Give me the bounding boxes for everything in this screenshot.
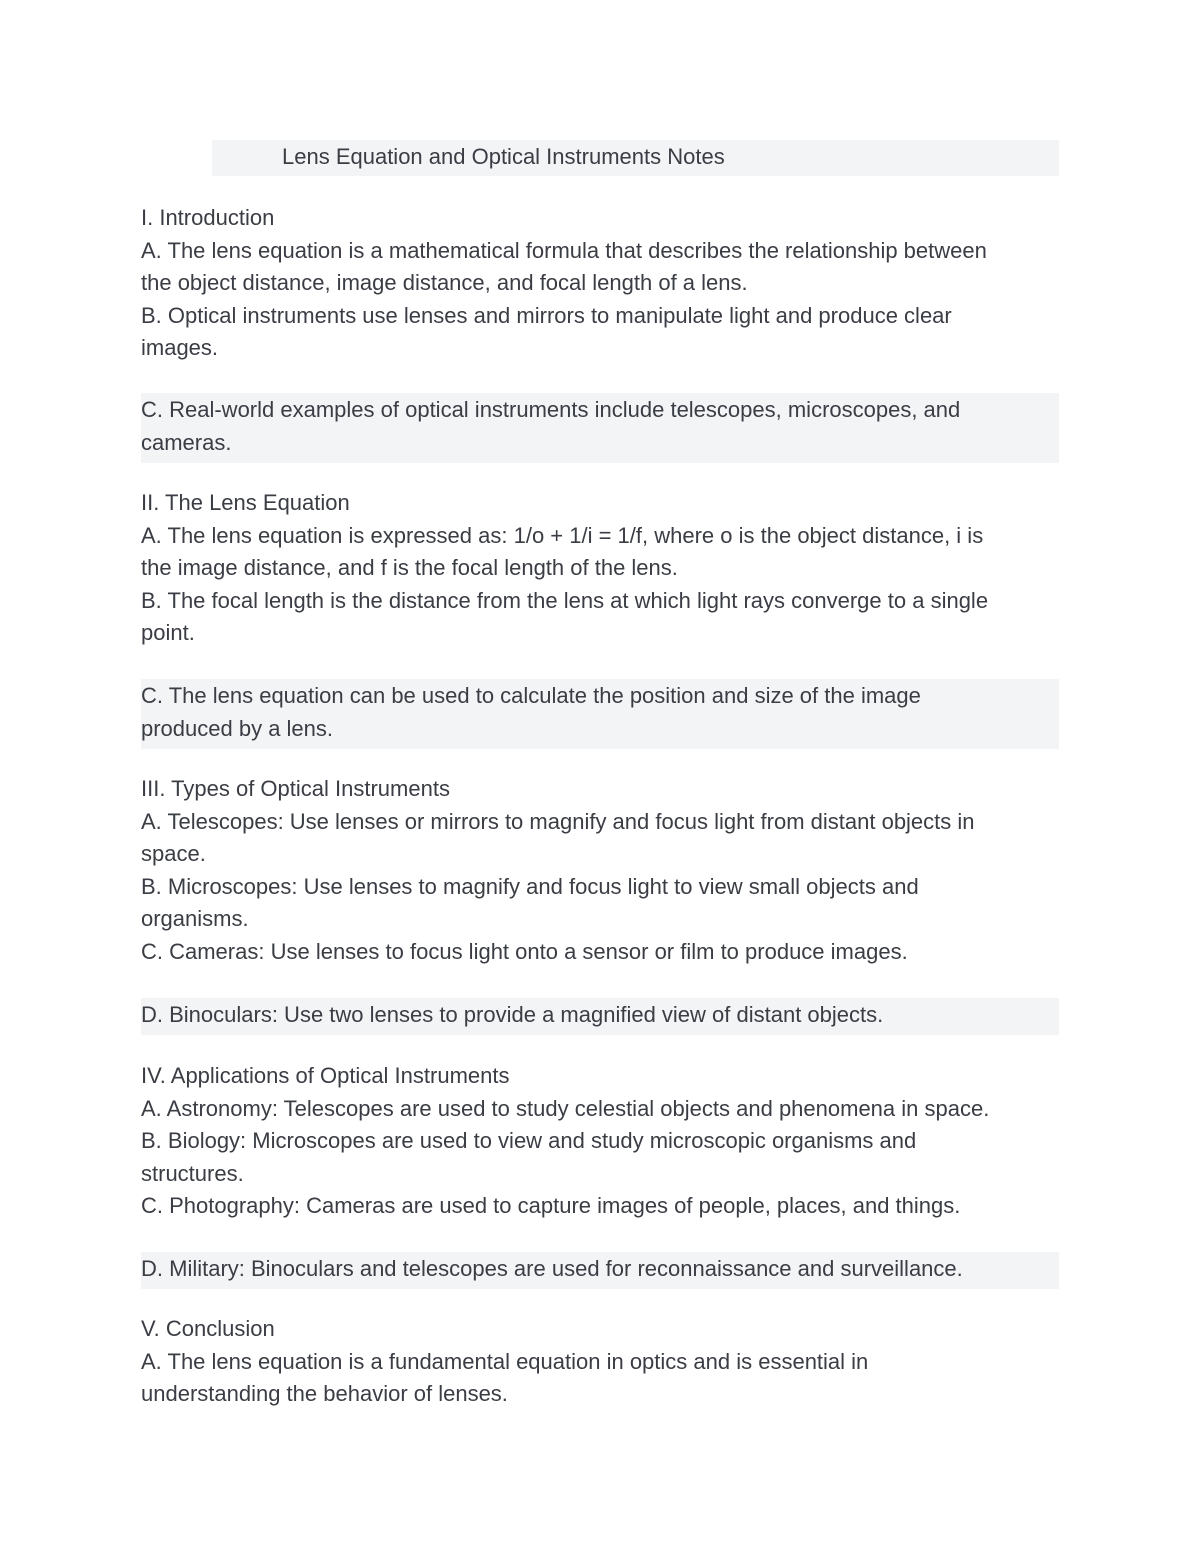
text-line: C. Real-world examples of optical instruments include telescopes, microscopes, and [141, 397, 961, 422]
text-line: the image distance, and f is the focal length of the lens. [141, 555, 678, 580]
section-heading: I. Introduction [141, 205, 275, 230]
text-line: B. Biology: Microscopes are used to view and study microscopic organisms and [141, 1128, 917, 1153]
section-conclusion [141, 1313, 1059, 1411]
text-line: A. The lens equation is a mathematical formula that describes the relationship between [141, 237, 987, 263]
text-line: structures. [141, 1160, 244, 1186]
text-line: organisms. [141, 906, 249, 931]
text-line: cameras. [141, 429, 232, 455]
document-title: Lens Equation and Optical Instruments Notes [282, 144, 725, 169]
highlighted-paragraph [141, 998, 1059, 1035]
text-line: space. [141, 841, 206, 866]
highlighted-paragraph [141, 393, 1059, 463]
text-line: produced by a lens. [141, 715, 334, 741]
text-line: A. The lens equation is a fundamental equation in optics and is essential in [141, 1348, 869, 1374]
section-lens-equation [141, 487, 1059, 650]
text-line: B. The focal length is the distance from the lens at which light rays converge to a single [141, 587, 989, 613]
section-applications [141, 1060, 1059, 1223]
text-line: D. Binoculars: Use two lenses to provide a magnified view of distant objects. [141, 1002, 884, 1027]
section-heading: II. The Lens Equation [141, 490, 350, 515]
text-line: A. Telescopes: Use lenses or mirrors to magnify and focus light from distant objects in [141, 808, 975, 834]
text-line: A. Astronomy: Telescopes are used to study celestial objects and phenomena in space. [141, 1095, 990, 1121]
text-line: A. The lens equation is expressed as: 1/o + 1/i = 1/f, where o is the object distance, i is [141, 522, 984, 548]
text-line: C. The lens equation can be used to calculate the position and size of the image [141, 683, 921, 708]
section-types-of-optical-instruments [141, 773, 1059, 968]
text-line: C. Photography: Cameras are used to capture images of people, places, and things. [141, 1193, 961, 1218]
highlighted-paragraph [141, 1252, 1059, 1289]
text-line: B. Optical instruments use lenses and mirrors to manipulate light and produce clear [141, 302, 952, 328]
section-introduction [141, 202, 1059, 365]
highlighted-paragraph [141, 679, 1059, 749]
text-line: images. [141, 335, 219, 360]
text-line: C. Cameras: Use lenses to focus light onto a sensor or film to produce images. [141, 938, 908, 964]
text-line: D. Military: Binoculars and telescopes are used for reconnaissance and surveillance. [141, 1256, 963, 1281]
text-line: the object distance, image distance, and focal length of a lens. [141, 270, 748, 295]
section-heading: V. Conclusion [141, 1316, 275, 1341]
text-line: point. [141, 620, 195, 645]
section-heading: III. Types of Optical Instruments [141, 776, 450, 801]
text-line: B. Microscopes: Use lenses to magnify and focus light to view small objects and [141, 873, 919, 899]
section-heading: IV. Applications of Optical Instruments [141, 1063, 510, 1088]
text-line: understanding the behavior of lenses. [141, 1381, 508, 1406]
